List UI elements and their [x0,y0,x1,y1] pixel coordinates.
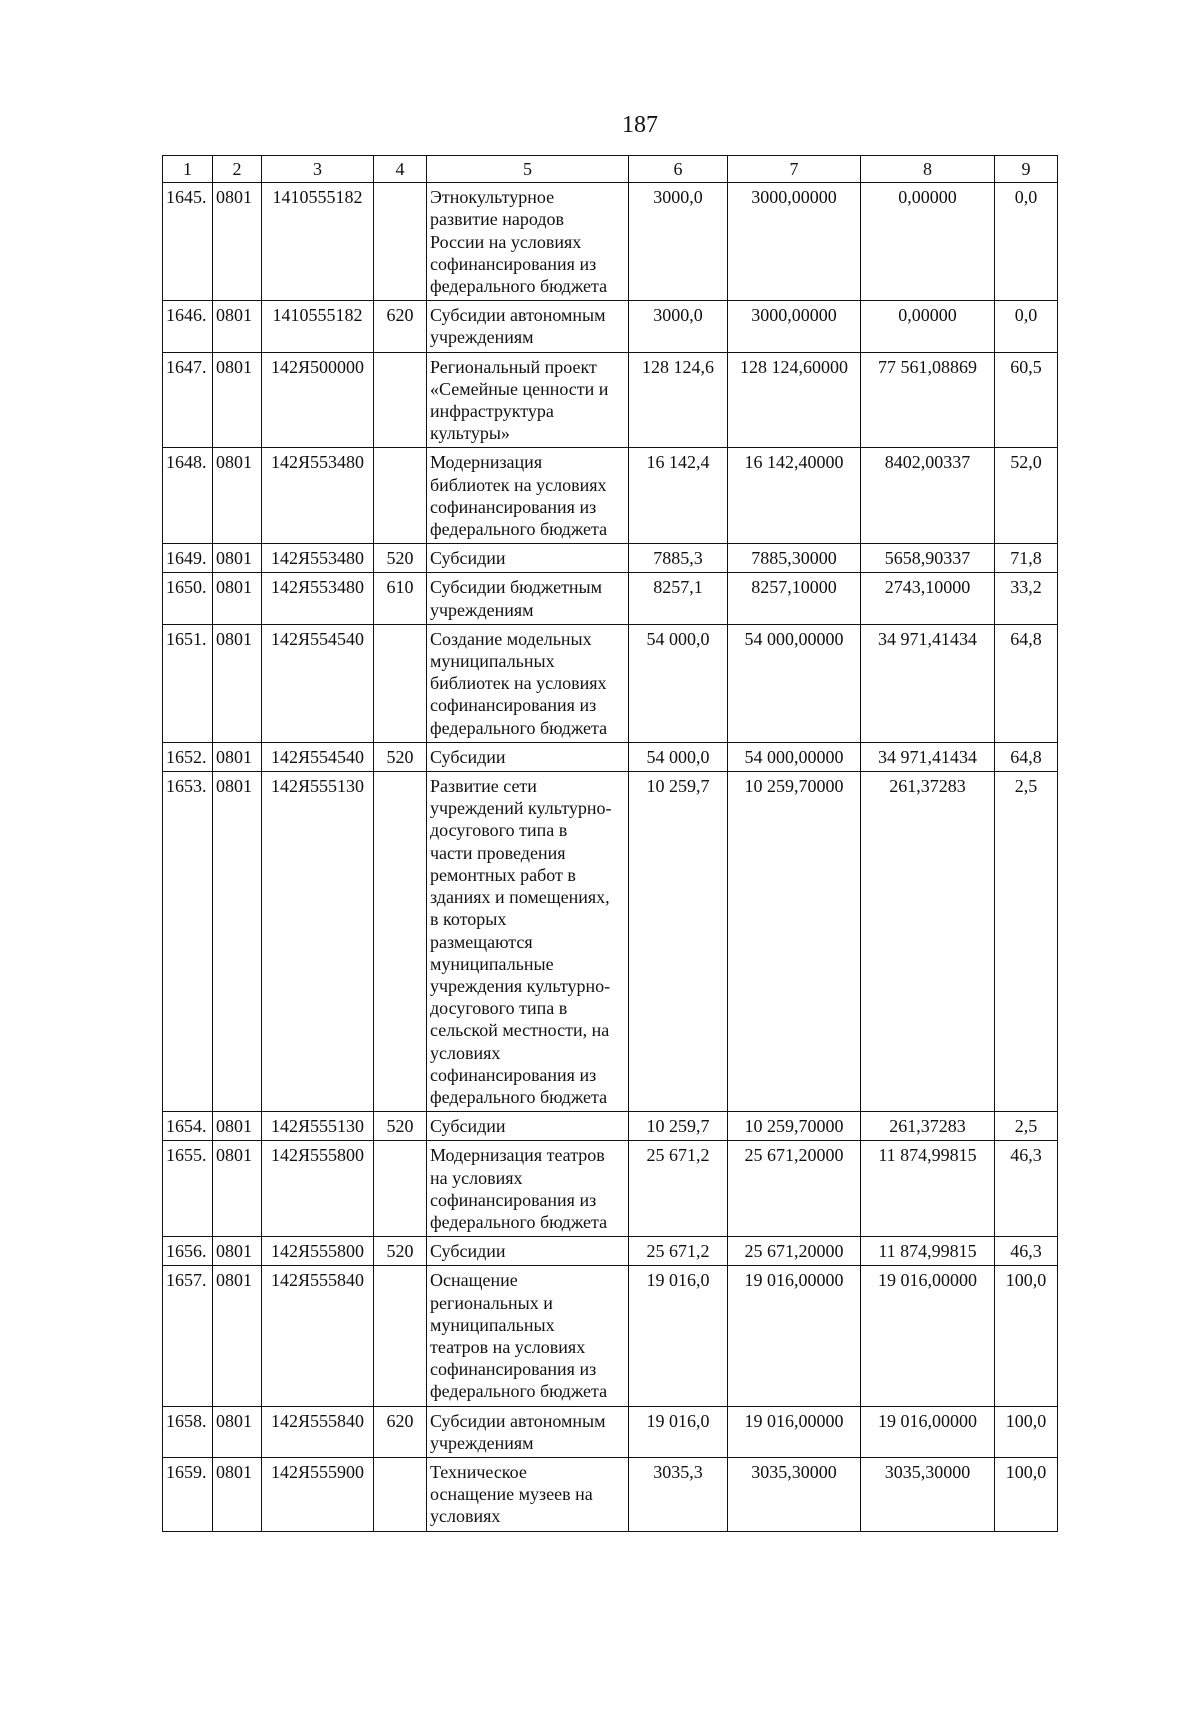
cell-plan-amount: 10 259,7 [629,772,728,1112]
cell-row-number: 1645. [163,183,213,301]
column-header-9: 9 [995,156,1058,183]
cell-execution-percent: 100,0 [995,1266,1058,1406]
cell-executed-amount: 11 874,99815 [861,1237,995,1266]
cell-refined-plan-amount: 3000,00000 [728,301,861,352]
cell-row-number: 1654. [163,1112,213,1141]
cell-execution-percent: 0,0 [995,183,1058,301]
cell-target-article-code: 142Я555800 [262,1141,374,1237]
cell-description: Субсидии автономным учреждениям [427,1406,629,1457]
cell-expense-type-code: 620 [374,301,427,352]
cell-target-article-code: 1410555182 [262,301,374,352]
table-row [163,1112,1058,1141]
cell-row-number: 1646. [163,301,213,352]
page-number: 187 [622,112,658,138]
cell-executed-amount: 0,00000 [861,183,995,301]
cell-execution-percent: 100,0 [995,1457,1058,1531]
cell-executed-amount: 34 971,41434 [861,742,995,771]
column-header-4: 4 [374,156,427,183]
cell-description: Субсидии [427,1112,629,1141]
cell-target-article-code: 142Я553480 [262,544,374,573]
column-header-8: 8 [861,156,995,183]
cell-section-code: 0801 [213,448,262,544]
cell-description: Субсидии [427,544,629,573]
cell-executed-amount: 3035,30000 [861,1457,995,1531]
cell-executed-amount: 77 561,08869 [861,352,995,448]
table-row [163,1141,1058,1237]
cell-description: Субсидии автономным учреждениям [427,301,629,352]
cell-target-article-code: 142Я555840 [262,1406,374,1457]
cell-execution-percent: 52,0 [995,448,1058,544]
cell-target-article-code: 142Я555130 [262,772,374,1112]
cell-section-code: 0801 [213,1237,262,1266]
cell-plan-amount: 25 671,2 [629,1141,728,1237]
cell-executed-amount: 0,00000 [861,301,995,352]
cell-refined-plan-amount: 128 124,60000 [728,352,861,448]
cell-executed-amount: 261,37283 [861,1112,995,1141]
cell-executed-amount: 8402,00337 [861,448,995,544]
cell-expense-type-code: 520 [374,1112,427,1141]
cell-description: Этнокультурное развитие народов России на условиях софинансирования из федерального бюджета [427,183,629,301]
table-row [163,624,1058,742]
column-header-1: 1 [163,156,213,183]
cell-target-article-code: 142Я555800 [262,1237,374,1266]
table-row [163,1457,1058,1531]
cell-refined-plan-amount: 19 016,00000 [728,1406,861,1457]
cell-target-article-code: 1410555182 [262,183,374,301]
cell-section-code: 0801 [213,183,262,301]
cell-section-code: 0801 [213,1112,262,1141]
table-row [163,448,1058,544]
cell-expense-type-code [374,1141,427,1237]
cell-plan-amount: 19 016,0 [629,1266,728,1406]
cell-expense-type-code: 520 [374,742,427,771]
cell-execution-percent: 0,0 [995,301,1058,352]
cell-description: Оснащение региональных и муниципальных театров на условиях софинансирования из федерального бюджета [427,1266,629,1406]
cell-section-code: 0801 [213,1406,262,1457]
cell-executed-amount: 11 874,99815 [861,1141,995,1237]
cell-row-number: 1655. [163,1141,213,1237]
cell-refined-plan-amount: 10 259,70000 [728,1112,861,1141]
column-header-7: 7 [728,156,861,183]
cell-refined-plan-amount: 19 016,00000 [728,1266,861,1406]
cell-section-code: 0801 [213,1457,262,1531]
cell-expense-type-code [374,352,427,448]
cell-row-number: 1652. [163,742,213,771]
cell-row-number: 1648. [163,448,213,544]
cell-expense-type-code [374,183,427,301]
cell-row-number: 1658. [163,1406,213,1457]
cell-plan-amount: 25 671,2 [629,1237,728,1266]
cell-expense-type-code: 620 [374,1406,427,1457]
cell-row-number: 1659. [163,1457,213,1531]
cell-expense-type-code [374,448,427,544]
cell-row-number: 1657. [163,1266,213,1406]
cell-description: Техническое оснащение музеев на условиях [427,1457,629,1531]
cell-refined-plan-amount: 8257,10000 [728,573,861,624]
cell-refined-plan-amount: 54 000,00000 [728,742,861,771]
cell-execution-percent: 100,0 [995,1406,1058,1457]
cell-plan-amount: 54 000,0 [629,742,728,771]
cell-section-code: 0801 [213,1141,262,1237]
cell-execution-percent: 2,5 [995,1112,1058,1141]
cell-description: Субсидии [427,1237,629,1266]
cell-execution-percent: 46,3 [995,1141,1058,1237]
cell-row-number: 1647. [163,352,213,448]
cell-refined-plan-amount: 16 142,40000 [728,448,861,544]
cell-plan-amount: 8257,1 [629,573,728,624]
budget-table [162,155,1058,1532]
cell-plan-amount: 7885,3 [629,544,728,573]
cell-description: Региональный проект «Семейные ценности и инфраструктура культуры» [427,352,629,448]
column-header-5: 5 [427,156,629,183]
cell-plan-amount: 54 000,0 [629,624,728,742]
cell-section-code: 0801 [213,624,262,742]
cell-plan-amount: 3000,0 [629,301,728,352]
cell-execution-percent: 46,3 [995,1237,1058,1266]
table-row [163,742,1058,771]
cell-plan-amount: 3000,0 [629,183,728,301]
cell-description: Субсидии [427,742,629,771]
cell-section-code: 0801 [213,772,262,1112]
cell-plan-amount: 10 259,7 [629,1112,728,1141]
cell-row-number: 1656. [163,1237,213,1266]
cell-target-article-code: 142Я553480 [262,573,374,624]
cell-description: Субсидии бюджетным учреждениям [427,573,629,624]
cell-section-code: 0801 [213,573,262,624]
cell-execution-percent: 71,8 [995,544,1058,573]
cell-target-article-code: 142Я555130 [262,1112,374,1141]
cell-target-article-code: 142Я553480 [262,448,374,544]
cell-section-code: 0801 [213,544,262,573]
cell-section-code: 0801 [213,301,262,352]
cell-section-code: 0801 [213,352,262,448]
cell-refined-plan-amount: 3000,00000 [728,183,861,301]
table-row [163,544,1058,573]
cell-row-number: 1650. [163,573,213,624]
cell-target-article-code: 142Я500000 [262,352,374,448]
cell-executed-amount: 5658,90337 [861,544,995,573]
cell-executed-amount: 19 016,00000 [861,1406,995,1457]
cell-plan-amount: 128 124,6 [629,352,728,448]
cell-target-article-code: 142Я554540 [262,742,374,771]
cell-row-number: 1649. [163,544,213,573]
cell-row-number: 1651. [163,624,213,742]
table-row [163,772,1058,1112]
cell-description: Создание модельных муниципальных библиотек на условиях софинансирования из федерального бюджета [427,624,629,742]
table-row [163,183,1058,301]
column-header-3: 3 [262,156,374,183]
cell-refined-plan-amount: 10 259,70000 [728,772,861,1112]
column-header-6: 6 [629,156,728,183]
cell-target-article-code: 142Я555840 [262,1266,374,1406]
cell-execution-percent: 64,8 [995,624,1058,742]
cell-plan-amount: 3035,3 [629,1457,728,1531]
cell-expense-type-code [374,1457,427,1531]
cell-execution-percent: 2,5 [995,772,1058,1112]
cell-section-code: 0801 [213,742,262,771]
cell-refined-plan-amount: 25 671,20000 [728,1141,861,1237]
cell-target-article-code: 142Я554540 [262,624,374,742]
cell-expense-type-code: 610 [374,573,427,624]
table-row [163,573,1058,624]
cell-execution-percent: 33,2 [995,573,1058,624]
cell-plan-amount: 16 142,4 [629,448,728,544]
cell-expense-type-code: 520 [374,544,427,573]
cell-description: Развитие сети учреждений культурно- досугового типа в части проведения ремонтных работ в зданиях и помещениях, в которых размещаются муниципальные учреждения культурно- досугового типа в сельской местности, на условиях софинансирования из федерального бюджета [427,772,629,1112]
cell-refined-plan-amount: 54 000,00000 [728,624,861,742]
header-row [163,156,1058,183]
column-header-2: 2 [213,156,262,183]
cell-execution-percent: 64,8 [995,742,1058,771]
cell-expense-type-code [374,1266,427,1406]
cell-execution-percent: 60,5 [995,352,1058,448]
cell-expense-type-code [374,772,427,1112]
cell-description: Модернизация театров на условиях софинансирования из федерального бюджета [427,1141,629,1237]
cell-description: Модернизация библиотек на условиях софинансирования из федерального бюджета [427,448,629,544]
cell-executed-amount: 2743,10000 [861,573,995,624]
cell-plan-amount: 19 016,0 [629,1406,728,1457]
table-row [163,1266,1058,1406]
cell-refined-plan-amount: 25 671,20000 [728,1237,861,1266]
cell-expense-type-code: 520 [374,1237,427,1266]
cell-executed-amount: 34 971,41434 [861,624,995,742]
cell-refined-plan-amount: 7885,30000 [728,544,861,573]
cell-executed-amount: 19 016,00000 [861,1266,995,1406]
table-row [163,1237,1058,1266]
cell-target-article-code: 142Я555900 [262,1457,374,1531]
cell-row-number: 1653. [163,772,213,1112]
cell-expense-type-code [374,624,427,742]
table-row [163,301,1058,352]
table-row [163,1406,1058,1457]
cell-executed-amount: 261,37283 [861,772,995,1112]
cell-refined-plan-amount: 3035,30000 [728,1457,861,1531]
table-row [163,352,1058,448]
cell-section-code: 0801 [213,1266,262,1406]
